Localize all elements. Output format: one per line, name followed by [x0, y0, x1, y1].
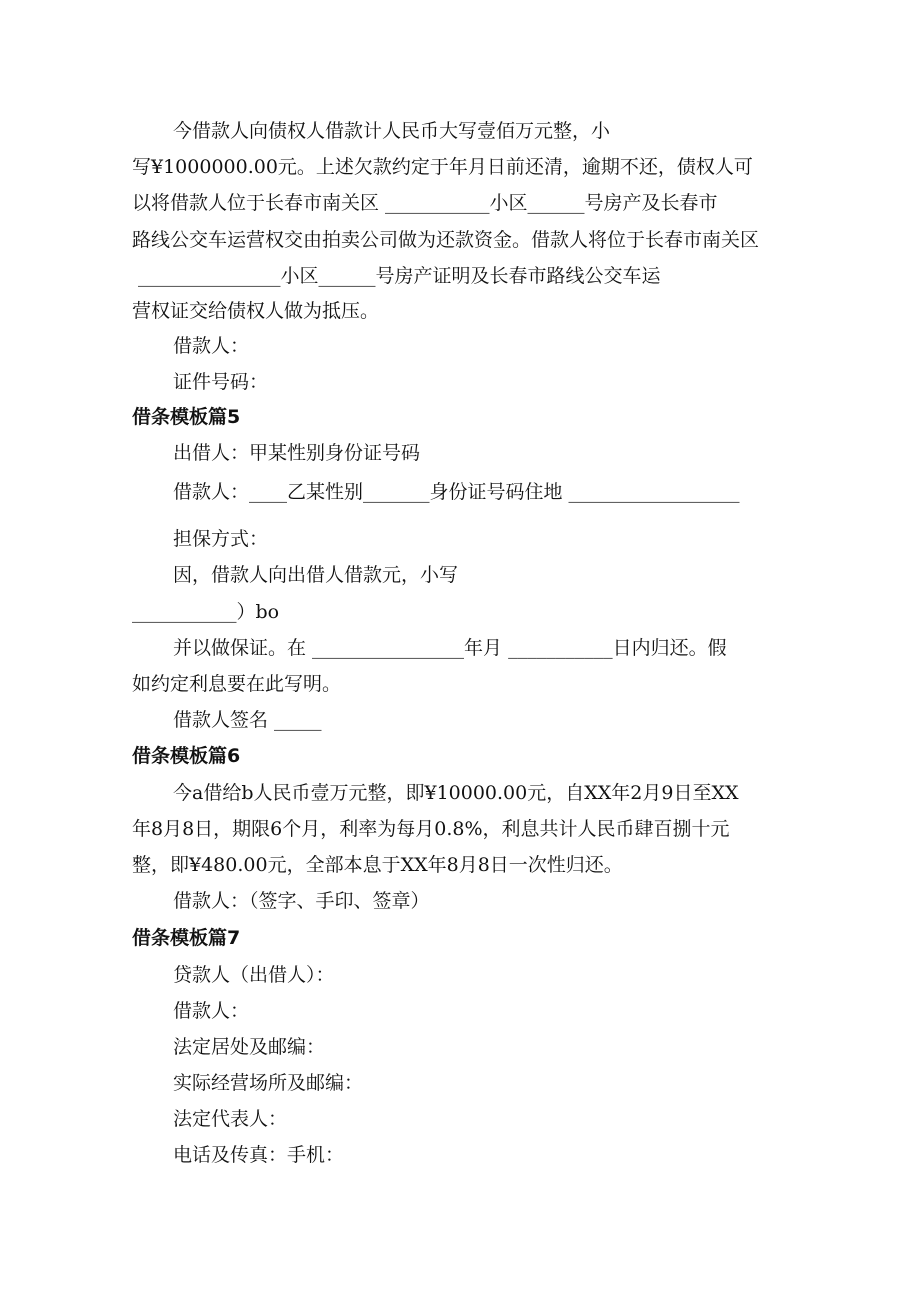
- paragraph-line: 以将借款人位于长春市南关区 ___________小区______号房产及长春市: [132, 192, 718, 214]
- section-heading: 借条模板篇5: [132, 406, 241, 428]
- legal-rep-label: 法定代表人：: [173, 1108, 288, 1130]
- phone-label: 电话及传真：手机：: [173, 1144, 345, 1166]
- borrower-sign-line: 借款人：（签字、手印、签章）: [173, 890, 430, 912]
- paragraph-line: 并以做保证。在 ________________年月 ___________日内归还。假: [173, 637, 727, 659]
- paragraph-line: 如约定利息要在此写明。: [132, 673, 342, 695]
- paragraph-line: _______________小区______号房产证明及长春市路线公交车运: [132, 265, 661, 287]
- borrower-label: 借款人：: [173, 1000, 250, 1022]
- lender-line: 出借人：甲某性别身份证号码: [173, 442, 421, 464]
- paragraph-line: 因，借款人向出借人借款元，小写: [173, 564, 459, 586]
- business-address-label: 实际经营场所及邮编：: [173, 1072, 364, 1094]
- paragraph-line: 路线公交车运营权交由拍卖公司做为还款资金。借款人将位于长春市南关区: [132, 229, 760, 251]
- id-number-label: 证件号码：: [173, 371, 269, 393]
- paragraph-line: 写¥1000000.00元。上述欠款约定于年月日前还清，逾期不还，债权人可: [132, 156, 753, 178]
- section-heading: 借条模板篇6: [132, 745, 241, 767]
- paragraph-line: ___________）bo: [132, 601, 280, 623]
- paragraph-line: 营权证交给债权人做为抵压。: [132, 300, 380, 322]
- paragraph-line: 今借款人向债权人借款计人民币大写壹佰万元整，小: [173, 120, 611, 142]
- guarantee-label: 担保方式：: [173, 528, 269, 550]
- lender-label: 贷款人（出借人）：: [173, 964, 335, 986]
- paragraph-line: 年8月8日，期限6个月，利率为每月0.8%，利息共计人民币肆百捌十元: [132, 818, 730, 840]
- address-label: 法定居处及邮编：: [173, 1036, 326, 1058]
- section-heading: 借条模板篇7: [132, 927, 241, 949]
- paragraph-line: 整，即¥480.00元，全部本息于XX年8月8日一次性归还。: [132, 854, 623, 876]
- borrower-line: 借款人：____乙某性别_______身份证号码住地 __________________: [173, 481, 740, 503]
- paragraph-line: 今a借给b人民币壹万元整，即¥10000.00元，自XX年2月9日至XX: [173, 782, 739, 804]
- borrower-label: 借款人：: [173, 335, 250, 357]
- signature-line: 借款人签名 _____: [173, 709, 322, 731]
